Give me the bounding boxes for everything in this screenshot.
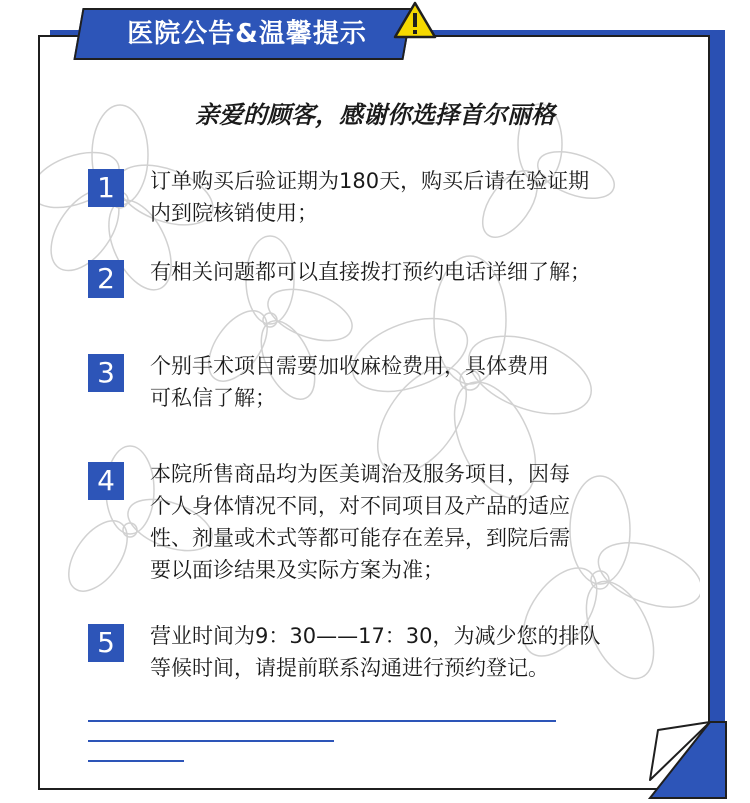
warning-icon	[392, 0, 438, 40]
item-number-badge: 3	[88, 354, 124, 392]
decor-line-2	[88, 740, 334, 742]
page-title: 医院公告&温馨提示	[127, 19, 367, 49]
item-text: 个别手术项目需要加收麻检费用，具体费用 可私信了解；	[150, 354, 549, 410]
item-text: 营业时间为9：30——17：30，为减少您的排队 等候时间，请提前联系沟通进行预约登记。	[150, 624, 601, 680]
item-number-badge: 4	[88, 462, 124, 500]
item-number-badge: 2	[88, 260, 124, 298]
decor-line-3	[88, 760, 184, 762]
item-text: 订单购买后验证期为180天，购买后请在验证期 内到院核销使用；	[150, 169, 590, 225]
item-number-badge: 5	[88, 624, 124, 662]
decor-line-1	[88, 720, 556, 722]
greeting-text: 亲爱的顾客，感谢你选择首尔丽格	[195, 101, 555, 129]
item-text: 本院所售商品均为医美调治及服务项目，因每 个人身体情况不同，对不同项目及产品的适应 性、剂量或术式等都可能存在差异，到院后需 要以面诊结果及实际方案为准；	[150, 462, 570, 582]
page-fold-corner	[648, 720, 728, 800]
item-text: 有相关问题都可以直接拨打预约电话详细了解；	[150, 260, 591, 284]
item-number-badge: 1	[88, 169, 124, 207]
